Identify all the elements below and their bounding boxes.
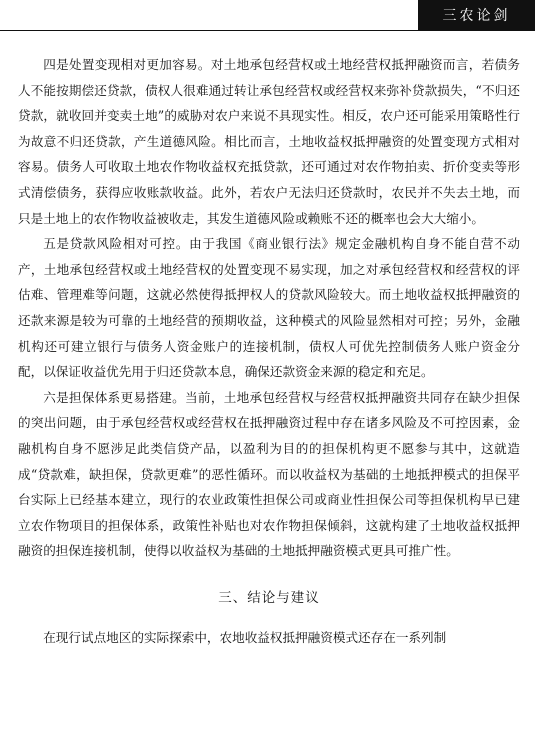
article-body bbox=[18, 52, 520, 651]
paragraph-point-five: 五是贷款风险相对可控。由于我国《商业银行法》规定金融机构自身不能自营不动产，土地承包经营权或土地经营权的处置变现不易实现，加之对承包经营权和经营权的评估难、管理难等问题，这就必然使得抵押权人的贷款风险较大。而土地收益权抵押融资的还款来源是较为可靠的土地经营的预期收益，这种模式的风险显然相对可控；另外，金融机构还可建立银行与债务人资金账户的连接机制，债权人可优先控制债务人账户资金分配，以保证收益优先用于归还贷款本息，确保还款资金来源的稳定和充足。 bbox=[18, 236, 520, 380]
column-tag: 三农论剑 bbox=[418, 0, 535, 30]
paragraph-point-four: 四是处置变现相对更加容易。对土地承包经营权或土地经营权抵押融资而言，若债务人不能按期偿还贷款，债权人很难通过转让承包经营权或经营权来弥补贷款损失，“不归还贷款，就收回并变卖土地”的威胁对农户来说不具现实性。相反，农户还可能采用策略性行为故意不归还贷款，产生道德风险。相比而言，土地收益权抵押融资的处置变现方式相对容易。债务人可收取土地农作物收益权充抵贷款，还可通过对农作物拍卖、折价变卖等形式清偿债务，获得应收账款收益。此外，若农户无法归还贷款时，农民并不失去土地，而只是土地上的农作物收益被收走，其发生道德风险或赖账不还的概率也会大大缩小。 bbox=[18, 57, 520, 226]
section-heading: 三、结论与建议 bbox=[218, 589, 320, 606]
paragraph-conclusion-start: 在现行试点地区的实际探索中，农地收益权抵押融资模式还存在一系列制 bbox=[43, 630, 447, 646]
paragraph-point-six: 六是担保体系更易搭建。当前，土地承包经营权与经营权抵押融资共同存在缺少担保的突出问题，由于承包经营权或经营权在抵押融资过程中存在诸多风险及不可控因素，金融机构自身不愿涉足此类信贷产品，以盈利为目的的担保机构更不愿参与其中，这就造成“贷款难，缺担保，贷款更难”的恶性循环。而以收益权为基础的土地抵押模式的担保平台实际上已经基本建立，现行的农业政策性担保公司或商业性担保公司等担保机构早已建立农作物项目的担保体系，政策性补贴也对农作物担保倾斜，这就构建了土地收益权抵押融资的担保连接机制，使得以收益权为基础的土地抵押融资模式更具可推广性。 bbox=[18, 389, 520, 559]
header-rule bbox=[0, 30, 535, 31]
